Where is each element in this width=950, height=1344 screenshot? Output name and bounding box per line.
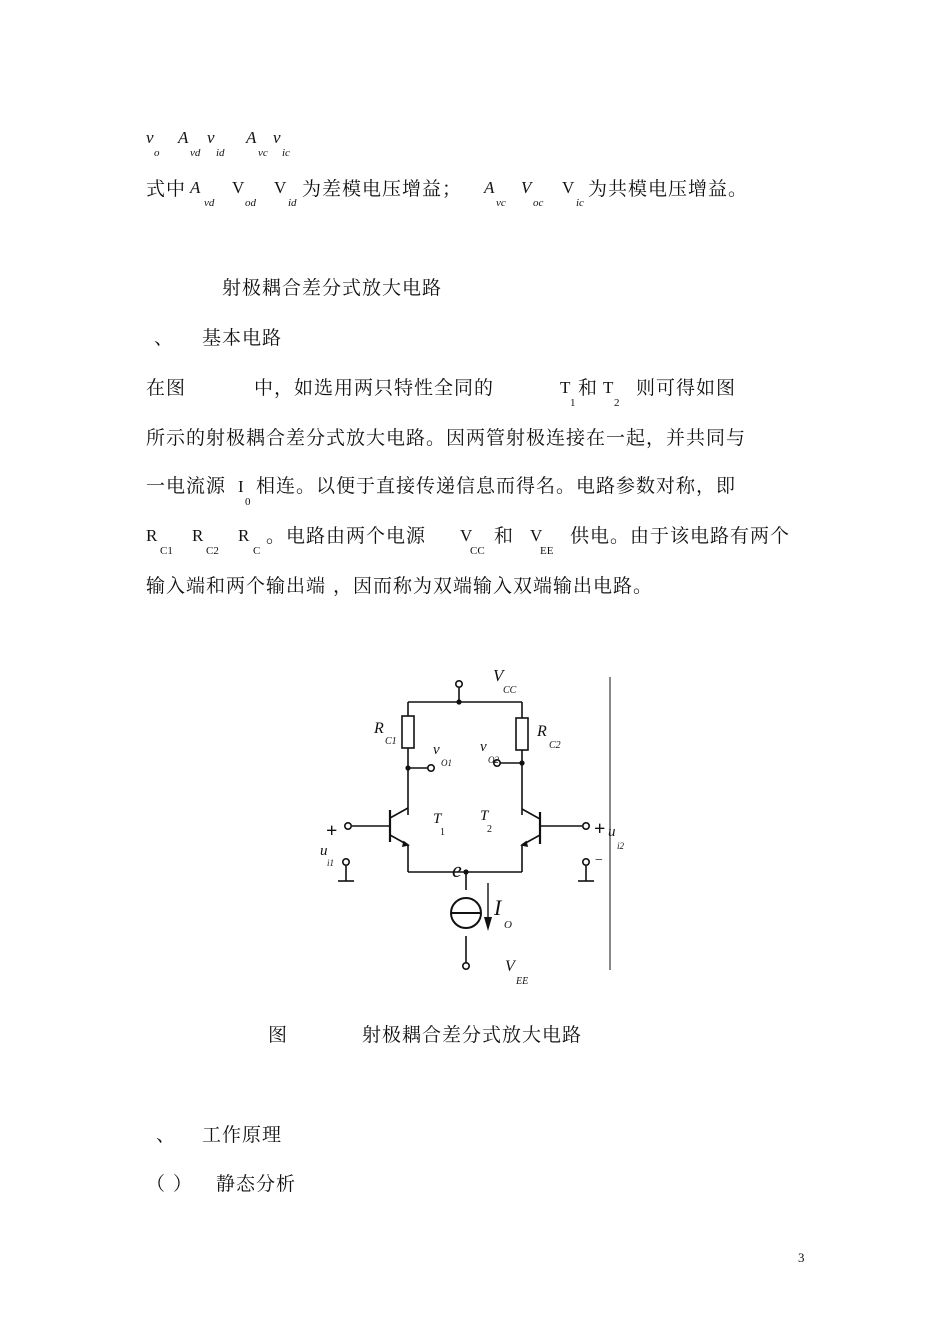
avd-def-symbol: A <box>190 178 201 197</box>
resistor-rc1-shape <box>402 716 414 748</box>
vee-symbol: V <box>530 526 543 545</box>
ui2-label-sub: i2 <box>617 841 625 851</box>
avc-subscript: vc <box>258 147 268 159</box>
node-emitter <box>463 869 468 874</box>
vo1-label: v <box>433 742 440 758</box>
vcc-terminal <box>456 681 462 687</box>
t1-subscript: 1 <box>570 397 576 409</box>
definition-prefix: 式中 <box>146 178 187 200</box>
circuit-nodes <box>405 699 524 874</box>
t2-emitter-arrow <box>522 842 527 846</box>
subsection-mark: 、 <box>154 327 175 349</box>
io-label: I <box>494 895 502 920</box>
vo-symbol: v <box>146 128 154 147</box>
para-l1-mid: 中，如选用两只特性全同的 <box>254 377 495 399</box>
rc1-symbol: R <box>146 526 158 545</box>
vid-def-subscript: id <box>288 197 297 209</box>
rc1-subscript: C1 <box>160 545 173 557</box>
para-l5: 输入端和两个输出端 ，因而称为双端输入双端输出电路。 <box>146 575 654 597</box>
vee-label-sub: EE <box>516 976 529 987</box>
ui1-plus-sign: + <box>326 820 338 842</box>
t1-label-sub: 1 <box>440 827 445 838</box>
para-l1-end: 则可得如图 <box>636 377 737 399</box>
circuit-components <box>402 716 528 931</box>
node-vo2 <box>519 760 524 765</box>
subsection-title: 静态分析 <box>216 1173 297 1195</box>
para-l4-end: 供电。由于该电路有两个 <box>570 525 791 547</box>
vic-def-subscript: ic <box>576 197 584 209</box>
rc2-subscript: C2 <box>206 545 219 557</box>
ui2-terminal <box>583 823 589 829</box>
page-number: 3 <box>798 1250 805 1265</box>
subsection-title: 基本电路 <box>202 327 283 349</box>
ui1-ground-terminal <box>343 859 349 865</box>
t1-symbol: T <box>560 378 571 397</box>
para-l3-start: 一电流源 <box>146 475 227 497</box>
vcc-symbol: V <box>460 526 473 545</box>
ui2-plus-sign: + <box>594 818 606 840</box>
ui1-label-sub: i1 <box>327 858 335 868</box>
common-gain-text: 为共模电压增益。 <box>588 178 749 200</box>
rc-subscript: C <box>253 545 261 557</box>
vcc-label-sub: CC <box>503 685 517 696</box>
t2-symbol: T <box>603 378 614 397</box>
t2-label: T <box>480 808 489 824</box>
t1-label: T <box>433 811 442 827</box>
vo1-label-sub: O1 <box>441 758 452 768</box>
figure-caption-prefix: 图 <box>268 1024 289 1046</box>
ui2-minus-sign: − <box>595 853 603 868</box>
vic-symbol: v <box>273 128 281 147</box>
rc-symbol: R <box>238 526 250 545</box>
ui2-ground-terminal <box>583 859 589 865</box>
vee-subscript: EE <box>540 545 554 557</box>
vcc-subscript: CC <box>470 545 485 557</box>
vid-symbol: v <box>207 128 215 147</box>
vid-subscript: id <box>216 147 225 159</box>
io-label-sub: O <box>504 919 512 931</box>
avd-symbol: A <box>178 128 189 147</box>
rc2-label-sub: C2 <box>549 740 561 751</box>
ui2-label: u <box>608 824 616 840</box>
rc2-symbol: R <box>192 526 204 545</box>
vo-subscript: o <box>154 147 160 159</box>
avc-def-symbol: A <box>484 178 495 197</box>
emitter-node-label: e <box>452 857 462 882</box>
avd-subscript: vd <box>190 147 201 159</box>
rc1-label: R <box>374 720 384 737</box>
t1-emitter-arrow <box>403 842 408 846</box>
ui1-label: u <box>320 843 328 859</box>
section-title: 射极耦合差分式放大电路 <box>222 277 443 299</box>
t2-subscript: 2 <box>614 397 620 409</box>
vod-def-symbol: V <box>232 178 245 197</box>
vic-def-symbol: V <box>562 178 575 197</box>
subsection-mark: （ ） <box>146 1173 194 1195</box>
para-l2: 所示的射极耦合差分式放大电路。因两管射极连接在一起，并共同与 <box>146 427 747 449</box>
vee-terminal <box>463 963 469 969</box>
resistor-rc2-shape <box>516 718 528 750</box>
vo1-terminal <box>428 765 434 771</box>
rc1-label-sub: C1 <box>385 736 397 747</box>
node-top <box>456 699 461 704</box>
current-arrow-head <box>484 917 492 931</box>
vid-def-symbol: V <box>274 178 287 197</box>
subsection-mark: 、 <box>156 1124 177 1146</box>
para-l4-start: 。电路由两个电源 <box>266 525 427 547</box>
vee-label: V <box>505 958 515 975</box>
rc2-label: R <box>537 723 547 740</box>
para-and-1: 和 <box>578 377 599 399</box>
voc-def-subscript: oc <box>533 197 544 209</box>
vo2-label-sub: O2 <box>488 755 499 765</box>
avd-def-subscript: vd <box>204 197 215 209</box>
i0-symbol: I <box>238 477 244 496</box>
node-vo1 <box>405 765 410 770</box>
avc-symbol: A <box>246 128 257 147</box>
i0-subscript: 0 <box>245 496 251 508</box>
para-and-2: 和 <box>494 525 515 547</box>
para-l3-end: 相连。以便于直接传递信息而得名。电路参数对称，即 <box>256 475 737 497</box>
voc-def-symbol: V <box>521 178 532 197</box>
subsection-title: 工作原理 <box>202 1124 283 1146</box>
para-l1-start: 在图 <box>146 377 187 399</box>
vo2-label: v <box>480 739 487 755</box>
avc-def-subscript: vc <box>496 197 506 209</box>
circuit-diagram <box>300 655 640 995</box>
ui1-terminal <box>345 823 351 829</box>
vod-def-subscript: od <box>245 197 256 209</box>
vic-subscript: ic <box>282 147 290 159</box>
differential-gain-text: 为差模电压增益； <box>302 178 463 200</box>
figure-caption-title: 射极耦合差分式放大电路 <box>362 1024 583 1046</box>
vcc-label: V <box>493 666 504 685</box>
t2-label-sub: 2 <box>487 824 492 835</box>
